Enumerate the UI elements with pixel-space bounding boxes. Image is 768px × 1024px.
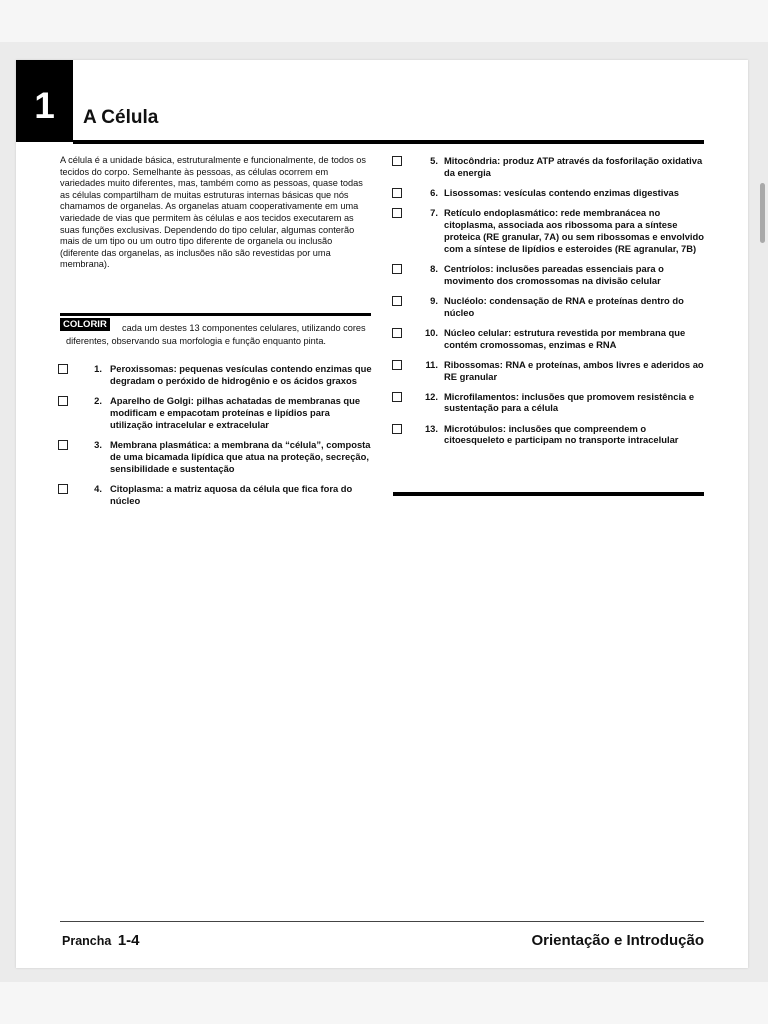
item-number: 10. bbox=[424, 326, 438, 338]
list-item bbox=[392, 359, 704, 383]
checkbox[interactable] bbox=[58, 364, 68, 374]
viewer-top-band bbox=[0, 0, 768, 42]
list-item bbox=[392, 295, 704, 319]
list-item bbox=[392, 423, 704, 447]
checkbox[interactable] bbox=[392, 328, 402, 338]
coloring-label: COLORIR bbox=[60, 318, 110, 331]
plate-reference bbox=[62, 932, 140, 949]
checkbox[interactable] bbox=[58, 396, 68, 406]
plate-label: Prancha bbox=[62, 934, 112, 948]
item-text: Citoplasma: a matriz aquosa da célula que fica fora do núcleo bbox=[110, 483, 353, 506]
item-number: 4. bbox=[94, 483, 102, 495]
coloring-instruction: cada um destes 13 componentes celulares, utilizando cores diferentes, observando sua morfologia e função enquanto pinta. bbox=[66, 323, 366, 346]
checkbox[interactable] bbox=[58, 484, 68, 494]
checkbox[interactable] bbox=[392, 188, 402, 198]
intro-paragraph: A célula é a unidade básica, estruturalmente e funcionalmente, de todos os tecidos do corpo. Semelhante às pessoas, as células ocorrem em variedades muito diferentes, mas, também como as pessoas, quase todas as células compartilham de muitas estruturas internas básicas que nós chamamos de organelas. As organelas atuam cooperativamente em uma variedade de vias que permitem às células e aos tecidos executarem as suas funções exclusivas. Dependendo do tipo celular, algumas conterão mais de um tipo ou um outro tipo diferente de organela ou inclusão (diferente das organelas, as inclusões não são revestidas por uma membrana). bbox=[60, 155, 366, 270]
checkbox[interactable] bbox=[392, 296, 402, 306]
item-number: 8. bbox=[430, 262, 438, 274]
scrollbar-thumb[interactable] bbox=[760, 183, 765, 243]
list-item bbox=[392, 327, 704, 351]
list-item bbox=[392, 391, 704, 415]
list-item bbox=[392, 187, 704, 199]
list-end-divider bbox=[393, 492, 704, 496]
item-number: 5. bbox=[430, 155, 438, 166]
item-number: 7. bbox=[430, 207, 438, 219]
plate-number: 1-4 bbox=[117, 932, 140, 949]
list-item bbox=[58, 363, 372, 387]
checkbox[interactable] bbox=[392, 424, 402, 434]
item-text: Mitocôndria: produz ATP através da fosforilação oxidativa da energia bbox=[444, 155, 703, 178]
checkbox[interactable] bbox=[392, 360, 402, 370]
document-page bbox=[16, 60, 748, 968]
item-text: Membrana plasmática: a membrana da “célula”, composta de uma bicamada lipídica que atua na proteção, secreção, sensibilidade e sustentação bbox=[110, 439, 371, 474]
item-text: Aparelho de Golgi: pilhas achatadas de membranas que modificam e empacotam proteínas e lipídios para utilização intracelular e extracelular bbox=[110, 395, 361, 430]
chapter-number: 1 bbox=[16, 60, 73, 142]
list-item bbox=[58, 395, 372, 430]
list-item bbox=[392, 155, 704, 179]
checkbox[interactable] bbox=[392, 208, 402, 218]
section-title: Orientação e Introdução bbox=[531, 932, 704, 949]
checkbox[interactable] bbox=[392, 156, 402, 166]
item-text: Centríolos: inclusões pareadas essenciais para o movimento dos cromossomas na divisão celular bbox=[444, 262, 664, 286]
item-text: Microfilamentos: inclusões que promovem resistência e sustentação para a célula bbox=[444, 390, 695, 414]
item-text: Ribossomas: RNA e proteínas, ambos livres e aderidos ao RE granular bbox=[444, 358, 704, 382]
item-number: 1. bbox=[94, 363, 102, 374]
checkbox[interactable] bbox=[58, 440, 68, 450]
item-text: Microtúbulos: inclusões que compreendem o citoesqueleto e participam no transporte intracelular bbox=[444, 422, 679, 446]
list-item bbox=[58, 439, 372, 474]
coloring-divider bbox=[60, 313, 371, 316]
title-divider bbox=[73, 140, 704, 144]
item-number: 6. bbox=[430, 186, 438, 198]
list-item bbox=[392, 207, 704, 254]
item-number: 13. bbox=[424, 422, 438, 434]
viewer-bottom-band bbox=[0, 982, 768, 1024]
page-title: A Célula bbox=[83, 107, 159, 128]
item-text: Núcleo celular: estrutura revestida por membrana que contém cromossomas, enzimas e RNA bbox=[444, 326, 686, 350]
item-text: Lisossomas: vesículas contendo enzimas digestivas bbox=[444, 186, 679, 198]
checkbox[interactable] bbox=[392, 264, 402, 274]
component-list-left bbox=[58, 363, 372, 515]
item-text: Nucléolo: condensação de RNA e proteínas dentro do núcleo bbox=[444, 294, 684, 318]
item-text: Peroxissomas: pequenas vesículas contendo enzimas que degradam o peróxido de hidrogênio e os ácidos graxos bbox=[110, 363, 372, 386]
item-text: Retículo endoplasmático: rede membranácea no citoplasma, associada aos ribossoma para a síntese proteica (RE granular, 7A) ou sem ribossomas e envolvido com a síntese de lipídios e esteroides (RE agranular, 7B) bbox=[444, 207, 704, 254]
footer-divider bbox=[60, 921, 704, 922]
list-item bbox=[58, 483, 372, 507]
item-number: 11. bbox=[425, 358, 438, 370]
item-number: 9. bbox=[430, 294, 438, 306]
item-number: 3. bbox=[94, 439, 102, 451]
checkbox[interactable] bbox=[392, 392, 402, 402]
list-item bbox=[392, 263, 704, 287]
item-number: 12. bbox=[424, 390, 438, 402]
component-list-right bbox=[392, 155, 704, 455]
item-number: 2. bbox=[94, 395, 102, 407]
